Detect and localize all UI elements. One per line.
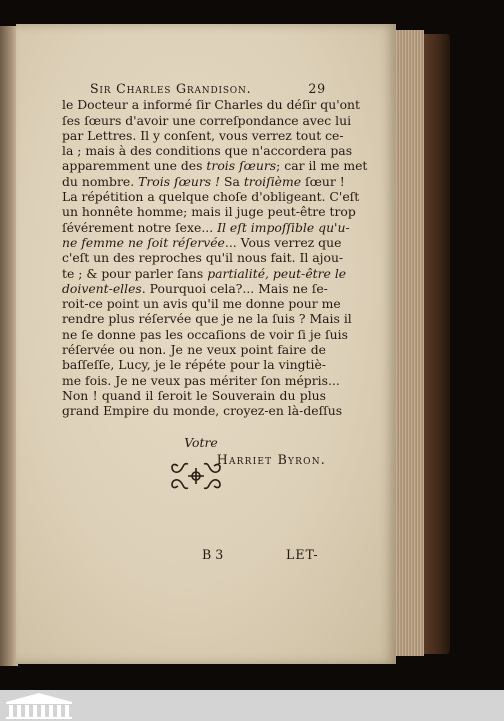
text-line: roit-ce point un avis qu'il me donne pour me <box>62 296 341 312</box>
book-cover-edge <box>424 34 450 654</box>
signoff-name: Harriet Byron. <box>216 451 326 467</box>
text-line: ſes ſœurs d'avoir une correſpondance avec lui <box>62 112 352 128</box>
text-line: ne femme ne ſoit réſervée... Vous verrez que <box>62 234 342 250</box>
text-line: apparemment une des trois ſœurs; car il me met <box>62 158 368 174</box>
text-line: rendre plus réſervée que je ne la ſuis ? Mais il <box>62 311 352 327</box>
text-line: me fois. Je ne veux pas mériter ſon mépris... <box>62 372 340 388</box>
text-line: par Lettres. Il y conſent, vous verrez tout ce- <box>62 127 344 143</box>
page-number: 29 <box>308 81 326 96</box>
fleuron-ornament-icon <box>166 456 226 496</box>
text-line: baſſeſſe, Lucy, je le répéte pour la vingtiè- <box>62 357 326 373</box>
page-text <box>62 81 368 469</box>
signoff-closing: Votre <box>184 434 218 450</box>
text-line: c'eſt un des reproches qu'il nous fait. Il ajou- <box>62 250 344 266</box>
text-line: Non ! quand il ſeroit le Souverain du plus <box>62 387 326 403</box>
catchword: LET- <box>286 547 319 562</box>
text-line: la ; mais à des conditions que n'accordera pas <box>62 143 353 159</box>
signature-mark: B 3 <box>202 547 224 562</box>
text-line: doivent-elles. Pourquoi cela?... Mais ne ſe- <box>62 280 328 296</box>
text-line: le Docteur a informé ſir Charles du déſir qu'ont <box>62 97 361 113</box>
library-building-logo-icon <box>4 692 74 719</box>
running-head-title: Sir Charles Grandison. <box>90 81 252 96</box>
body-text <box>62 97 368 419</box>
text-line: grand Empire du monde, croyez-en là-deſſus <box>62 403 343 419</box>
text-line: ne ſe donne pas les occaſions de voir ſi je ſuis <box>62 326 348 342</box>
text-line: ſévérement notre ſexe... Il eſt impoſſible qu'u- <box>62 219 350 235</box>
text-line: La répétition a quelque choſe d'obligeant. C'eſt <box>62 189 360 205</box>
text-line: te ; & pour parler ſans partialité, peut-être le <box>62 265 347 281</box>
text-line: réſervée ou non. Je ne veux point faire de <box>62 342 326 358</box>
running-head <box>90 81 326 96</box>
text-line: un honnête homme; mais il juge peut-être trop <box>62 204 356 220</box>
text-line: du nombre. Trois ſœurs ! Sa troiſième ſœur ! <box>62 173 345 189</box>
page-fore-edge <box>396 30 424 656</box>
library-footer-bar <box>0 690 504 721</box>
